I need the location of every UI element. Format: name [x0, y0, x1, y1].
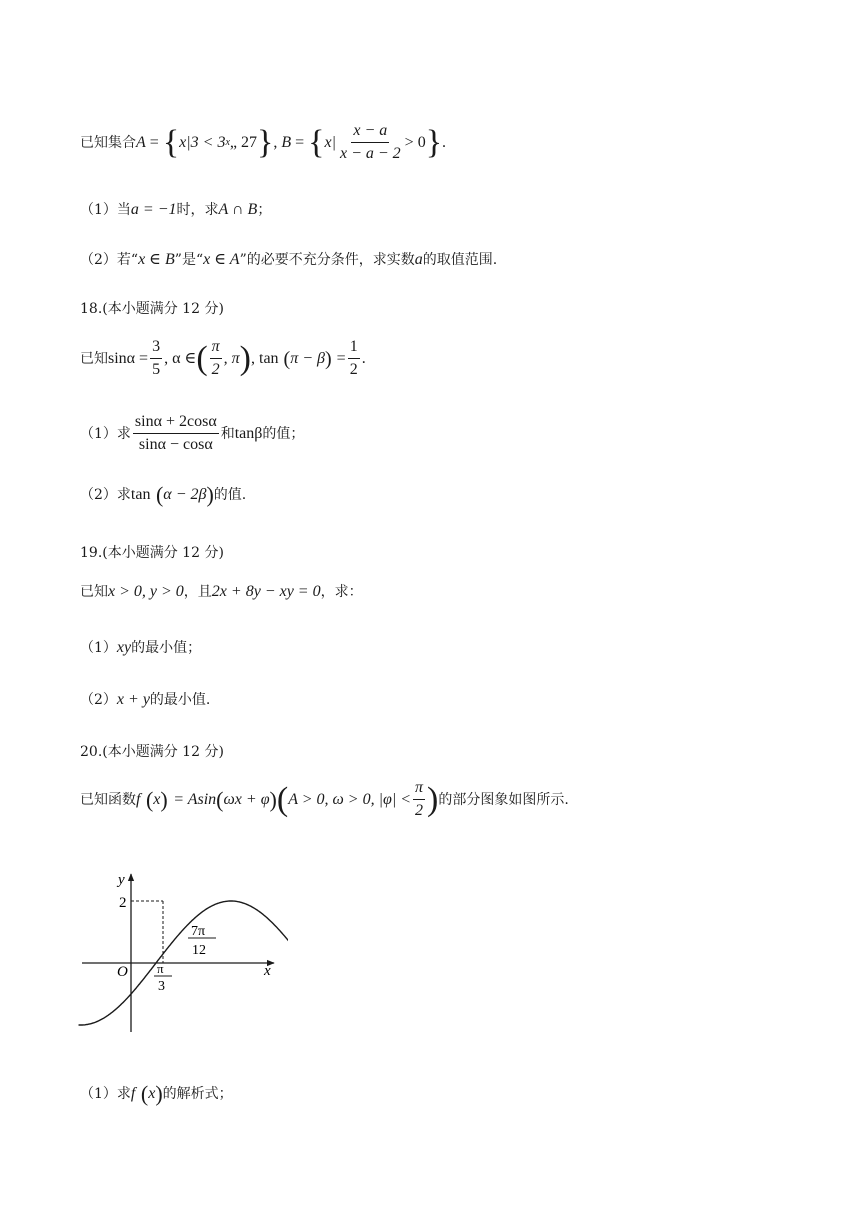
right-paren: )	[427, 780, 439, 818]
function-graph	[78, 864, 288, 1044]
text: 的部分图象如图所示.	[438, 791, 569, 808]
tick-7pi12-num: 7π	[191, 924, 206, 939]
denominator: x − a − 2	[339, 145, 401, 162]
denominator: 5	[152, 361, 161, 378]
denominator: 2	[349, 361, 358, 378]
text: ；	[257, 202, 272, 218]
math-var: f	[130, 1085, 136, 1102]
fraction	[413, 780, 425, 819]
tick-7pi12-den: 12	[192, 943, 206, 958]
question-tag: （1）求	[80, 1086, 131, 1102]
denominator: sinα − cosα	[138, 436, 213, 453]
math-expr: , tan	[251, 349, 279, 367]
math-expr: ωx + φ	[223, 790, 270, 808]
math-expr: π − β	[290, 349, 325, 367]
fraction	[133, 414, 219, 453]
y-label: y	[118, 872, 125, 888]
x-label: x	[264, 963, 271, 979]
p19-q1	[80, 640, 201, 656]
fraction	[348, 339, 360, 378]
question-tag: （1）求	[80, 425, 131, 442]
math-expr: tan	[130, 486, 151, 503]
math-expr: a = −1	[130, 201, 177, 218]
p18-q2: （2）求 tan ( α − 2β ) 的值.	[80, 482, 247, 507]
origin-label: O	[117, 964, 128, 980]
p19-q2	[80, 692, 210, 708]
math-expr: xy	[116, 639, 132, 656]
question-tag: （2）求	[80, 487, 131, 503]
math-expr: x > 0, y > 0	[108, 583, 184, 600]
denominator: 2	[211, 361, 220, 378]
text: ”是“	[174, 252, 204, 268]
left-paren: (	[196, 339, 208, 377]
math-expr: α − 2β	[163, 486, 207, 503]
math-expr: =	[336, 349, 346, 367]
math-var: a	[414, 251, 423, 268]
p18-intro: 已知 sinα = $\frac{3}{5}$ , α ∈ ( $\frac{\pi}{2}$ , π ) , tan ( π − β ) = $\frac{1}{2}$ .	[80, 338, 366, 378]
text: 和	[220, 425, 235, 442]
text: ，且	[183, 584, 212, 600]
right-brace: }	[425, 123, 443, 161]
math-expr: 2x + 8y − xy = 0	[211, 583, 321, 600]
set-b: B	[281, 133, 292, 151]
text: 已知	[80, 350, 108, 367]
math-var: f	[136, 790, 141, 808]
relation: > 0	[404, 133, 426, 151]
p18-heading	[80, 302, 224, 316]
numerator: π	[413, 780, 425, 800]
text: 的值；	[262, 425, 305, 442]
text: 的最小值；	[131, 640, 202, 656]
text: 的取值范围.	[422, 252, 498, 268]
max-value-label: 2	[119, 895, 127, 911]
set-b-var: x|	[324, 133, 336, 151]
set-a-exponent: x	[225, 136, 230, 148]
intro-text: 已知集合	[80, 134, 136, 151]
numerator: π	[210, 339, 222, 359]
right-brace: }	[257, 123, 274, 161]
set-a: A	[136, 133, 146, 151]
question-tag: （1）	[80, 640, 117, 656]
math-expr: A ∩ B	[218, 201, 258, 218]
text: .	[361, 349, 366, 367]
math-expr: , π	[223, 349, 240, 367]
problem-heading: 20.(本小题满分 12 分)	[80, 744, 224, 760]
p17-intro: 已知集合 A = { x|3 < 3 x „ 27 } , B = { x| $\frac{x - a}{x - a - 2}$ > 0 } .	[80, 122, 447, 162]
math-expr: x ∈ A	[203, 251, 240, 268]
text: 的最小值.	[149, 692, 211, 708]
tick-pi3-den: 3	[158, 979, 165, 994]
fraction	[210, 339, 222, 378]
tick-pi3-num: π	[157, 961, 164, 976]
fraction	[150, 339, 162, 378]
set-a-upper: „ 27	[229, 133, 257, 151]
p17-q1	[80, 202, 271, 218]
question-tag: （1）当	[80, 202, 131, 218]
p19-intro	[80, 584, 363, 600]
math-expr: = Asin	[173, 790, 217, 808]
p17-q2	[80, 252, 497, 268]
denominator: 2	[415, 802, 424, 819]
numerator: x − a	[351, 123, 389, 143]
text: 的解析式；	[162, 1086, 233, 1102]
math-expr: tanβ	[234, 424, 263, 442]
p18-q1	[80, 414, 304, 453]
text: ”的必要不充分条件，求实数	[239, 252, 415, 268]
set-a-condition: x|3 < 3	[179, 133, 226, 151]
math-expr: x + y	[116, 691, 150, 708]
left-paren: (	[276, 780, 289, 818]
math-expr: x ∈ B	[138, 251, 175, 268]
numerator: 1	[348, 339, 360, 359]
right-paren: )	[239, 339, 251, 377]
text: 已知	[80, 584, 108, 600]
p20-q1: （1）求 f ( x ) 的解析式；	[80, 1081, 233, 1106]
problem-heading: 19.(本小题满分 12 分)	[80, 545, 224, 561]
question-tag: （2）	[80, 692, 117, 708]
math-var: x	[148, 1085, 156, 1102]
problem-heading: 18.(本小题满分 12 分)	[80, 301, 224, 317]
numerator: sinα + 2cosα	[133, 414, 219, 434]
math-var: x	[153, 790, 161, 808]
p20-intro: 已知函数 f ( x ) = Asin ( ωx + φ ) ( A > 0, ω > 0, |φ| < $\frac{\pi}{2}$ ) 的部分图象如图所示.	[80, 779, 569, 819]
numerator: 3	[150, 339, 162, 359]
left-brace: {	[162, 123, 180, 161]
p20-heading	[80, 745, 224, 759]
text: 已知函数	[80, 791, 136, 808]
math-expr: A > 0, ω > 0, |φ| <	[288, 790, 412, 808]
math-expr: sinα =	[108, 349, 149, 367]
text: ，求：	[320, 584, 363, 600]
question-tag: （2）若“	[80, 252, 139, 268]
left-brace: {	[308, 123, 325, 161]
text: 的值.	[213, 487, 247, 503]
math-expr: , α ∈	[164, 349, 197, 367]
set-b-fraction	[338, 123, 403, 162]
text: 时，求	[176, 202, 219, 218]
p19-heading	[80, 546, 224, 560]
